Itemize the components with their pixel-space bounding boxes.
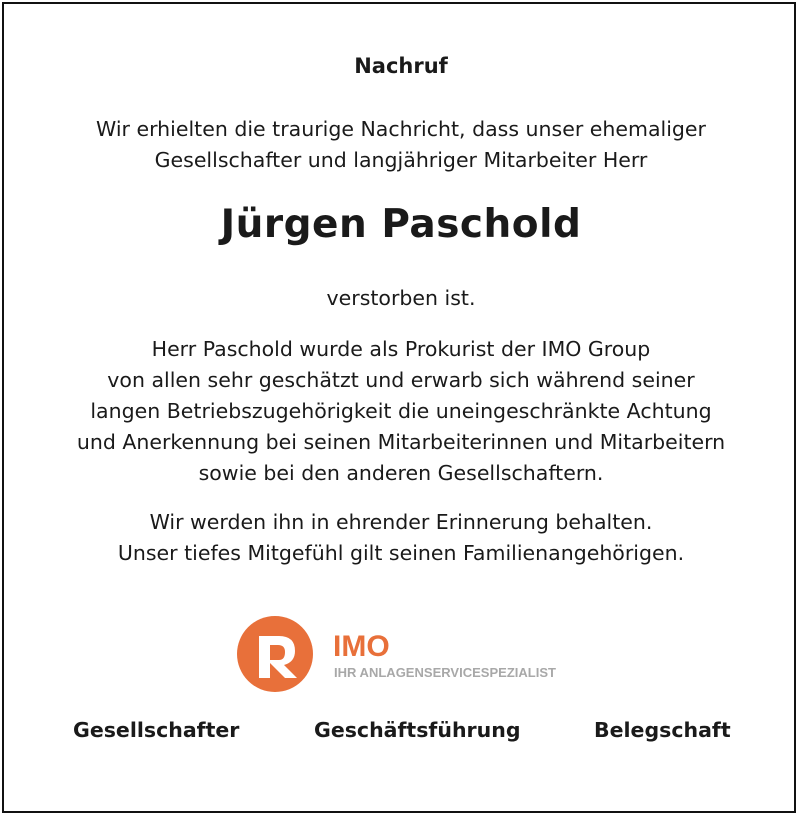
description-line: langen Betriebszugehörigkeit die uneingeschränkte Achtung [90,399,712,423]
closing-line: Wir werden ihn in ehrender Erinnerung behalten. [149,510,653,534]
intro-line: Gesellschafter und langjähriger Mitarbeiter Herr [154,148,648,172]
signature-management: Geschäftsführung [314,718,521,742]
obituary-frame [2,2,796,813]
description-line: Herr Paschold wurde als Prokurist der IMO Group [151,337,651,361]
signature-staff: Belegschaft [594,718,731,742]
description-line: sowie bei den anderen Gesellschaftern. [198,461,604,485]
description-paragraph [4,334,798,489]
heading: Nachruf [354,54,448,78]
signature-shareholders: Gesellschafter [73,718,240,742]
logo-circle-icon [237,616,313,692]
description-line: von allen sehr geschätzt und erwarb sich während seiner [107,368,695,392]
closing-paragraph [4,507,798,569]
imo-logo [237,616,567,696]
intro-line: Wir erhielten die traurige Nachricht, dass unser ehemaliger [96,117,706,141]
description-line: und Anerkennung bei seinen Mitarbeiterinnen und Mitarbeitern [76,430,726,454]
logo-tagline: IHR ANLAGENSERVICESPEZIALIST [334,666,557,680]
closing-line: Unser tiefes Mitgefühl gilt seinen Familienangehörigen. [117,541,685,565]
died-line: verstorben ist. [326,286,476,310]
logo-brand: IMO [333,630,390,663]
intro-paragraph [4,114,798,176]
deceased-name: Jürgen Paschold [220,202,582,247]
